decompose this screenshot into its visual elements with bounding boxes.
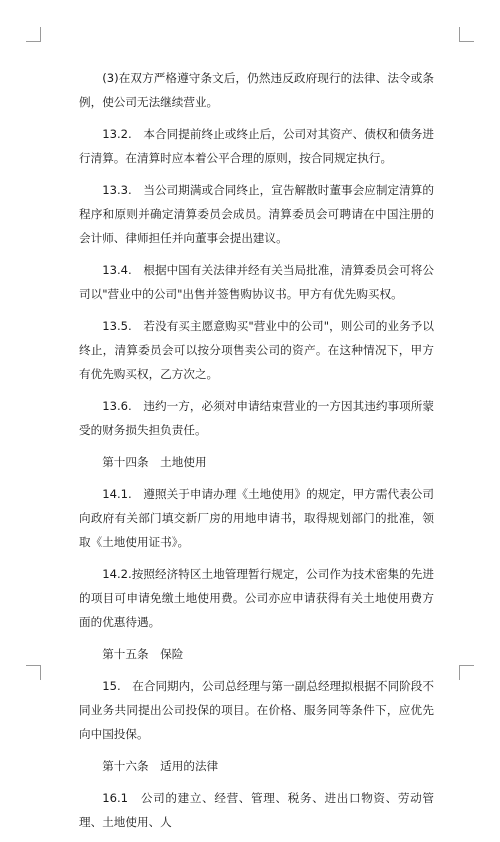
article-heading: 第十五条 保险 xyxy=(102,647,184,661)
crop-mark-top-left xyxy=(26,27,41,42)
paragraph: 13.3. 当公司期满或合同终止，宣告解散时董事会应制定清算的程序和原则并确定清算委员会成员。清算委员会可聘请在中国注册的会计师、律师担任并向董事会提出建议。 xyxy=(79,183,434,245)
paragraph: 13.4. 根据中国有关法律并经有关当局批准，清算委员会可将公司以"营业中的公司"出售并签售购协议书。甲方有优先购买权。 xyxy=(79,263,434,301)
crop-mark-bottom-right xyxy=(459,665,474,680)
paragraph: 13.5. 若没有买主愿意购买"营业中的公司"，则公司的业务予以终止，清算委员会可以按分项售卖公司的资产。在这种情况下，甲方有优先购买权，乙方次之。 xyxy=(79,319,434,381)
paragraph: (3)在双方严格遵守条文后，仍然违反政府现行的法律、法令或条例，使公司无法继续营业。 xyxy=(79,71,434,109)
document-body xyxy=(79,66,434,842)
crop-mark-top-right xyxy=(459,27,474,42)
paragraph: 14.2.按照经济特区土地管理暂行规定，公司作为技术密集的先进的项目可申请免缴土地使用费。公司亦应申请获得有关土地使用费方面的优惠待遇。 xyxy=(79,567,434,629)
paragraph: 13.6. 违约一方，必须对申请结束营业的一方因其违约事项所蒙受的财务损失担负责任。 xyxy=(79,399,434,437)
paragraph: 16.1 公司的建立、经营、管理、税务、进出口物资、劳动管理、土地使用、人 xyxy=(79,791,434,829)
paragraph: 15. 在合同期内，公司总经理与第一副总经理拟根据不同阶段不同业务共同提出公司投保的项目。在价格、服务同等条件下，应优先向中国投保。 xyxy=(79,679,434,741)
article-heading: 第十六条 适用的法律 xyxy=(102,759,219,773)
paragraph: 14.1. 遵照关于申请办理《土地使用》的规定，甲方需代表公司向政府有关部门填交新厂房的用地申请书，取得规划部门的批准，领取《土地使用证书》。 xyxy=(79,487,434,549)
article-heading: 第十四条 土地使用 xyxy=(102,455,207,469)
paragraph: 13.2. 本合同提前终止或终止后，公司对其资产、债权和债务进行清算。在清算时应本着公平合理的原则，按合同规定执行。 xyxy=(79,127,434,165)
crop-mark-bottom-left xyxy=(26,665,41,680)
